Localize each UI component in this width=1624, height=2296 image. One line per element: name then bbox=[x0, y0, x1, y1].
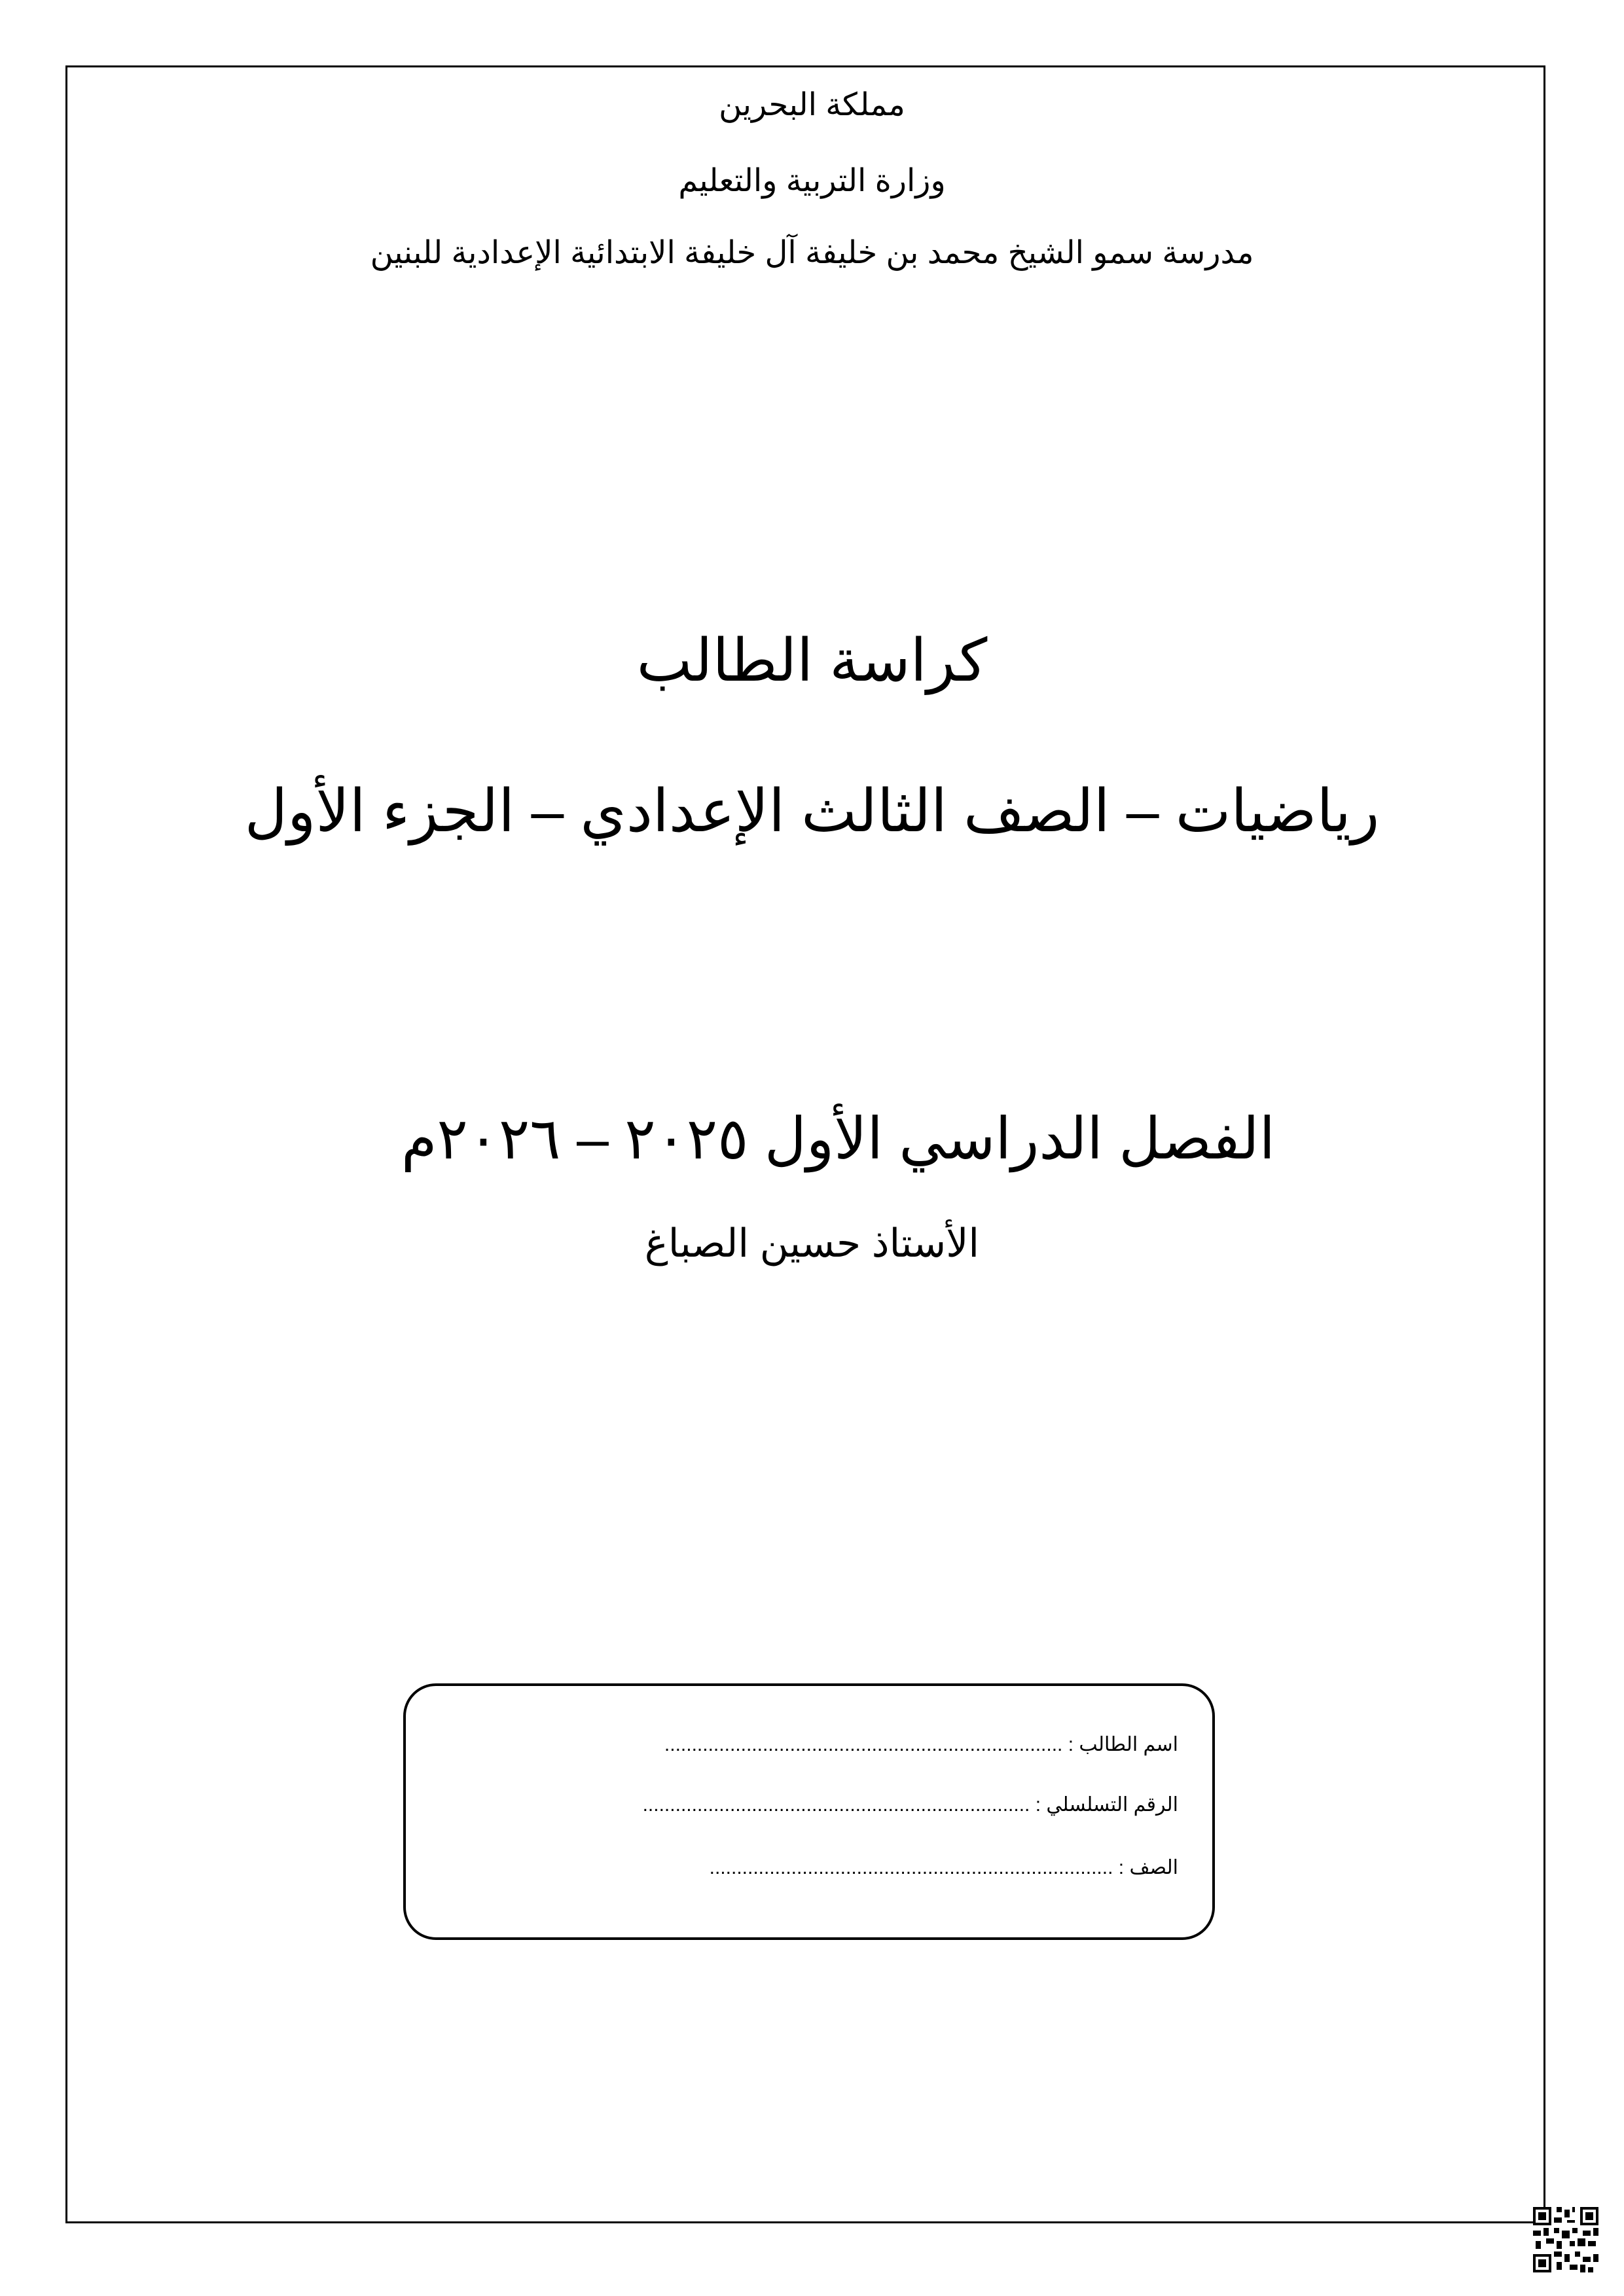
serial-number-label: الرقم التسلسلي : bbox=[1035, 1794, 1178, 1816]
ministry-heading: وزارة التربية والتعليم bbox=[678, 164, 946, 198]
serial-number-field[interactable]: ....................................................................... bbox=[642, 1794, 1030, 1816]
semester-line: الفصل الدراسي الأول ٢٠٢٥ – ٢٠٢٦م bbox=[401, 1106, 1276, 1171]
class-label: الصف : bbox=[1118, 1857, 1178, 1878]
subject-line: رياضيات – الصف الثالث الإعدادي – الجزء الأول bbox=[244, 779, 1380, 844]
class-field[interactable]: .......................................................................... bbox=[709, 1857, 1113, 1878]
class-row bbox=[710, 1854, 1178, 1882]
serial-number-row bbox=[643, 1791, 1178, 1820]
qr-code-icon bbox=[1533, 2207, 1598, 2272]
student-info-box bbox=[403, 1683, 1215, 1940]
student-name-field[interactable]: ......................................................................... bbox=[664, 1734, 1063, 1755]
student-name-row bbox=[664, 1731, 1178, 1759]
student-name-label: اسم الطالب : bbox=[1068, 1734, 1178, 1755]
country-heading: مملكة البحرين bbox=[719, 88, 905, 122]
notebook-title: كراسة الطالب bbox=[636, 628, 988, 694]
school-heading: مدرسة سمو الشيخ محمد بن خليفة آل خليفة الابتدائية الإعدادية للبنين bbox=[370, 236, 1254, 270]
teacher-name: الأستاذ حسين الصباغ bbox=[644, 1221, 980, 1265]
